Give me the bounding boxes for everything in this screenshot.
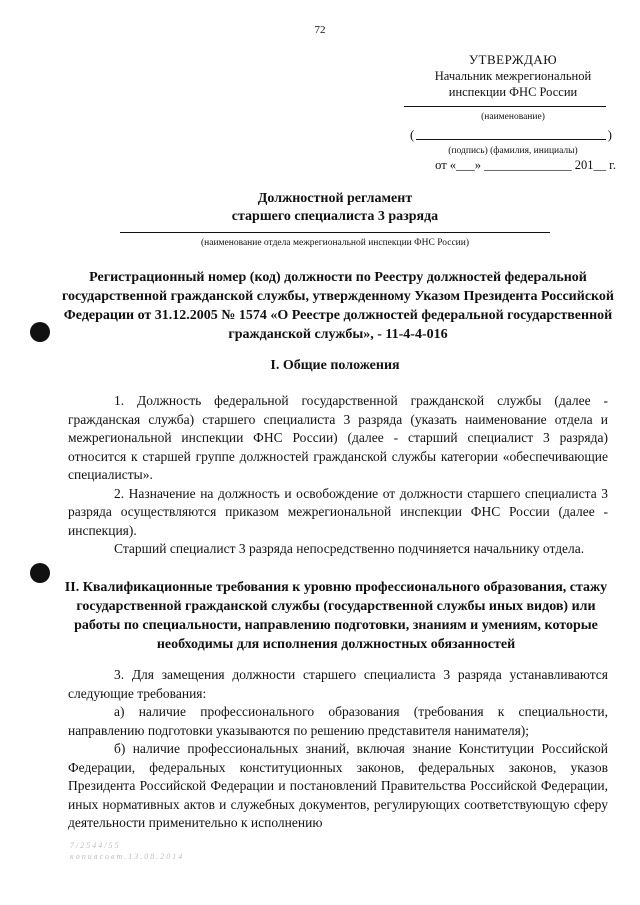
approval-sign-row <box>410 127 612 143</box>
approval-left-paren: ( <box>410 127 415 142</box>
document-title <box>0 190 640 226</box>
approval-sign-line <box>416 139 606 140</box>
approval-position-line1: Начальник межрегиональной <box>434 69 592 83</box>
section2-paragraph-3: б) наличие профессиональных знаний, включая знание Конституции Российской Федерации, федеральных конституционных законов, федеральных законов, указов Президента Российской Федерации и постановлений Правительства Российской Федерации, иных нормативных актов и служебных документов, регулирующих соответствующую сферу деятельности применительно к исполнению <box>68 741 608 830</box>
department-caption: (наименование отдела межрегиональной инспекции ФНС России) <box>200 238 470 248</box>
punch-hole-mark <box>30 322 50 342</box>
approval-position-line2: инспекции ФНС России <box>448 85 578 99</box>
section2-heading: II. Квалификационные требования к уровню профессионального образования, стажу государственной гражданской службы (государственной службы иных видов) или работы по специальности, направлению подготовки, знаниям и умениям, которые необходимы для исполнения должностных обязанностей <box>64 580 608 652</box>
section1-paragraph-3: Старший специалист 3 разряда непосредственно подчиняется начальнику отдела. <box>114 541 585 556</box>
approval-right-paren: ) <box>607 127 612 142</box>
section1-heading: I. Общие положения <box>270 358 400 373</box>
section2-body <box>68 666 608 833</box>
document-title-line2: старшего специалиста 3 разряда <box>231 209 439 224</box>
approval-date-line: от «___» ______________ 201__ г. <box>435 158 616 172</box>
stamp-line2: к о п и я с о в т . 1 3 . 0 8 . 2 0 1 4 <box>70 852 183 861</box>
section2-paragraph-1: 3. Для замещения должности старшего специалиста 3 разряда устанавливаются следующие требования: <box>68 667 608 701</box>
document-title-line1: Должностной регламент <box>257 191 413 206</box>
approval-block <box>410 52 616 173</box>
department-name-line <box>120 232 550 233</box>
page-number: 72 <box>314 24 326 36</box>
section1-paragraph-2: 2. Назначение на должность и освобождение от должности старшего специалиста 3 разряда осуществляются приказом межрегиональной инспекции ФНС России (далее - инспекция). <box>68 485 608 538</box>
punch-hole-mark <box>30 563 50 583</box>
section2-paragraph-2: а) наличие профессионального образования (требования к специальности, направлению подготовки указываются по решению представителя нанимателя); <box>68 704 608 738</box>
section1-paragraph-1: 1. Должность федеральной государственной гражданской службы (далее - гражданская служба) старшего специалиста 3 разряда (указать наименование отдела и межрегиональной инспекции ФНС России) (далее - старший специалист 3 разряда) относится к старшей группе должностей гражданской службы категории «обеспечивающие специалисты». <box>68 393 608 482</box>
faint-stamp <box>70 840 182 862</box>
stamp-line1: 7 / 2 5 4 4 / 5 5 <box>70 841 119 850</box>
section1-body <box>68 392 608 559</box>
approval-name-line <box>404 106 606 107</box>
approval-title: УТВЕРЖДАЮ <box>468 52 558 67</box>
approval-sign-caption: (подпись) (фамилия, инициалы) <box>448 146 578 156</box>
registration-number: Регистрационный номер (код) должности по Реестру должностей федеральной государственной гражданской службы, утвержденному Указом Президента Российской Федерации от 31.12.2005 № 1574 «О Реестре должностей федеральной государственной гражданской службы», - 11-4-4-016 <box>62 270 614 342</box>
approval-name-caption: (наименование) <box>481 112 545 122</box>
